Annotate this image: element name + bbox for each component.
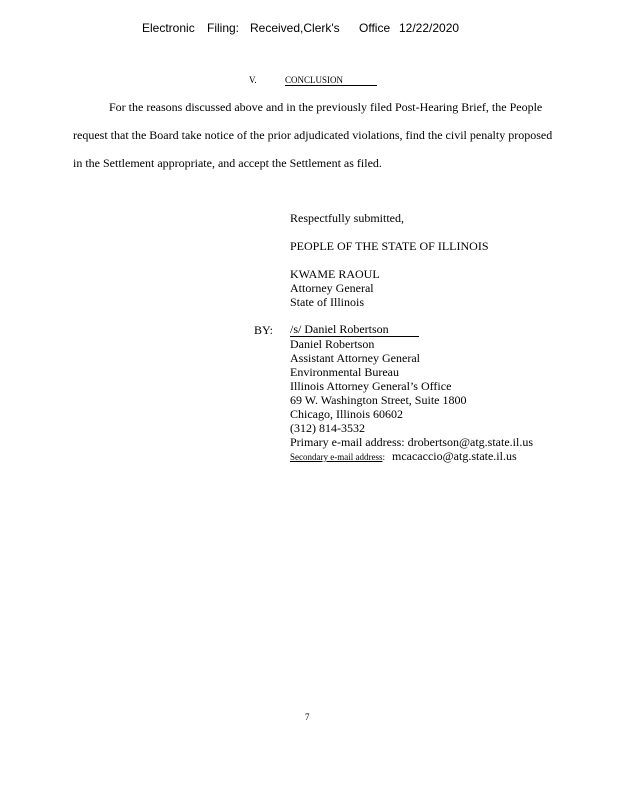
signer-title: Assistant Attorney General (290, 351, 420, 365)
by-label: BY: (254, 323, 273, 337)
city-address: Chicago, Illinois 60602 (290, 407, 403, 421)
header-filing: Filing: (207, 21, 240, 35)
secondary-email-link[interactable]: mcacaccio@atg.state.il.us (391, 449, 517, 463)
header-office: Office (359, 21, 391, 35)
phone-number: (312) 814-3532 (290, 421, 365, 435)
office-name: Illinois Attorney General’s Office (290, 379, 452, 393)
primary-email-label: Primary e-mail address: (290, 435, 405, 449)
paragraph-line-2: request that the Board take notice of the prior adjudicated violations, find the civil penalty proposed (73, 128, 553, 142)
attorney-general-name: KWAME RAOUL (290, 267, 380, 281)
header-date: 12/22/2020 (399, 21, 460, 35)
bureau-name: Environmental Bureau (290, 365, 399, 379)
section-title: CONCLUSION (285, 75, 377, 86)
signature-line: /s/ Daniel Robertson (290, 323, 419, 337)
signer-name: Daniel Robertson (290, 337, 375, 351)
header-electronic: Electronic (142, 21, 195, 35)
page-number: 7 (305, 712, 310, 722)
section-number: V. (249, 75, 257, 85)
secondary-email-line: Secondary e-mail address: mcacaccio@atg.state.il.us (290, 449, 517, 463)
primary-email-line (290, 435, 533, 449)
party-name: PEOPLE OF THE STATE OF ILLINOIS (290, 239, 489, 253)
street-address: 69 W. Washington Street, Suite 1800 (290, 393, 467, 407)
state-name: State of Illinois (290, 295, 364, 309)
paragraph-line-1: For the reasons discussed above and in the previously filed Post-Hearing Brief, the People (109, 100, 543, 114)
paragraph-line-3: in the Settlement appropriate, and accept the Settlement as filed. (73, 156, 382, 170)
closing: Respectfully submitted, (290, 211, 404, 225)
attorney-general-title: Attorney General (290, 281, 374, 295)
secondary-email-label: Secondary e-mail address (290, 452, 383, 462)
primary-email-link[interactable]: drobertson@atg.state.il.us (407, 435, 534, 449)
header-received: Received,Clerk's (250, 21, 340, 35)
